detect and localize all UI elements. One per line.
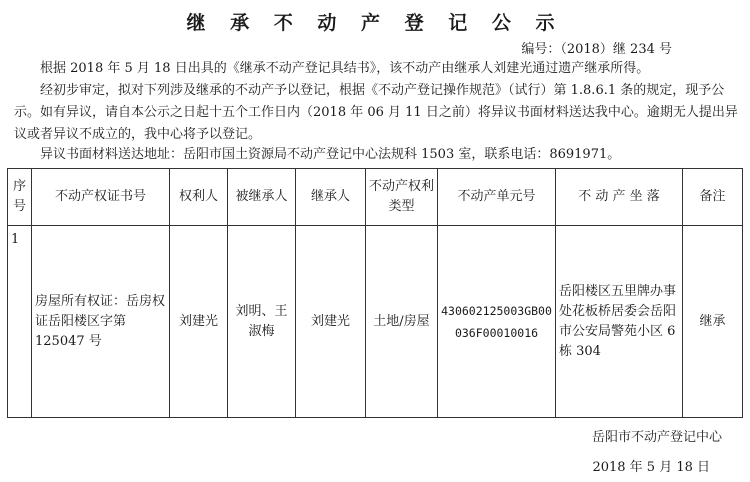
header-unit-number: 不动产单元号 [438, 169, 556, 226]
table-row [8, 226, 743, 418]
header-remark: 备注 [683, 169, 743, 226]
cell-deceased: 刘明、王淑梅 [228, 226, 296, 418]
header-right-type: 不动产权利类型 [366, 169, 438, 226]
cell-heir: 刘建光 [296, 226, 366, 418]
issue-date: 2018 年 5 月 18 日 [592, 460, 710, 475]
header-location: 不 动 产 坐 落 [556, 169, 683, 226]
document-number: 编号：（2018）继 234 号 [521, 42, 672, 57]
header-heir: 继承人 [296, 169, 366, 226]
table-header-row [8, 169, 743, 226]
header-deceased: 被继承人 [228, 169, 296, 226]
cell-index: 1 [8, 226, 32, 418]
header-owner: 权利人 [170, 169, 228, 226]
cell-owner: 刘建光 [170, 226, 228, 418]
header-index: 序号 [8, 169, 32, 226]
paragraph-review: 经初步审定，拟对下列涉及继承的不动产予以登记，根据《不动产登记操作规范》（试行）第 1.8.6.1 条的规定，现予公示。如有异议，请自本公示之日起十五个工作日内（2018 年 06 月 11 日之前）将异议书面材料送达我中心。逾期无人提出异议或者异议不成立的，我中心将予以登记。 [14, 83, 738, 142]
cell-location: 岳阳楼区五里牌办事处花板桥居委会岳阳市公安局警苑小区 6 栋 304 [556, 226, 683, 418]
notice-title: 继 承 不 动 产 登 记 公 示 [186, 12, 564, 34]
cell-remark: 继承 [683, 226, 743, 418]
registration-table [7, 168, 743, 418]
cell-unit-number: 430602125003GB00036F00010016 [438, 226, 556, 418]
issuing-organization: 岳阳市不动产登记中心 [591, 430, 722, 445]
cell-right-type: 土地/房屋 [366, 226, 438, 418]
header-certificate: 不动产权证书号 [32, 169, 170, 226]
cell-certificate: 房屋所有权证：岳房权证岳阳楼区字第 125047 号 [32, 226, 170, 418]
paragraph-address: 异议书面材料送达地址：岳阳市国土资源局不动产登记中心法规科 1503 室，联系电话：8691971。 [40, 147, 621, 162]
paragraph-basis: 根据 2018 年 5 月 18 日出具的《继承不动产登记具结书》，该不动产由继承人刘建光通过遗产继承所得。 [40, 61, 650, 76]
